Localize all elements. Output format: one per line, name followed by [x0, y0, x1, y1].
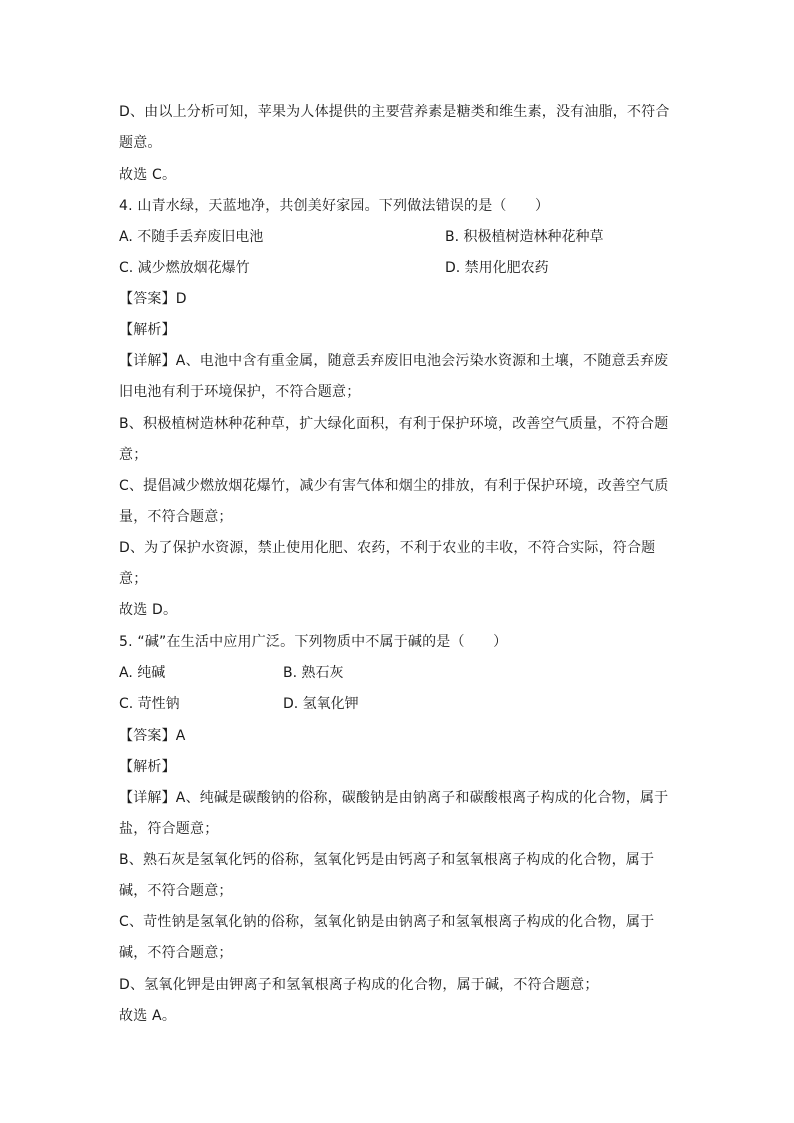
- question-4-option-d: D. 禁用化肥农药: [445, 260, 549, 276]
- question-5-stem: 5. “碱”在生活中应用广泛。下列物质中不属于碱的是（ ）: [119, 634, 508, 650]
- prev-analysis-line: 题意。: [119, 135, 162, 151]
- question-4-detail-line: 旧电池有利于环境保护，不符合题意；: [119, 384, 361, 400]
- question-4-answer: 【答案】D: [119, 291, 187, 307]
- question-4-detail-line: 意；: [119, 447, 148, 463]
- question-4-detail-line: D、为了保护水资源，禁止使用化肥、农药，不利于农业的丰收，不符合实际，符合题: [119, 540, 656, 556]
- question-4-detail-line: 【详解】A、电池中含有重金属，随意丢弃废旧电池会污染水资源和土壤，不随意丢弃废: [119, 353, 669, 369]
- question-5-detail-line: 碱，不符合题意；: [119, 883, 233, 899]
- question-5-conclusion: 故选 A。: [119, 1008, 177, 1024]
- question-4-detail-line: 意；: [119, 571, 148, 587]
- question-4-analysis-heading: 【解析】: [119, 322, 176, 338]
- question-5-answer: 【答案】A: [119, 728, 186, 744]
- question-5-detail-line: B、熟石灰是氢氧化钙的俗称，氢氧化钙是由钙离子和氢氧根离子构成的化合物，属于: [119, 852, 655, 868]
- question-5-analysis-heading: 【解析】: [119, 759, 176, 775]
- question-4-detail-line: C、提倡减少燃放烟花爆竹，减少有害气体和烟尘的排放，有利于保护环境，改善空气质: [119, 478, 669, 494]
- question-5-detail-line: 碱，不符合题意；: [119, 945, 233, 961]
- question-5-detail-line: C、苛性钠是氢氧化钠的俗称，氢氧化钠是由钠离子和氢氧根离子构成的化合物，属于: [119, 914, 655, 930]
- question-4-detail-line: B、积极植树造林种花种草，扩大绿化面积，有利于保护环境，改善空气质量，不符合题: [119, 416, 669, 432]
- prev-analysis-line: D、由以上分析可知，苹果为人体提供的主要营养素是糖类和维生素，没有油脂，不符合: [119, 104, 670, 120]
- question-4-option-c: C. 减少燃放烟花爆竹: [119, 260, 250, 276]
- question-5-detail-line: 【详解】A、纯碱是碳酸钠的俗称，碳酸钠是由钠离子和碳酸根离子构成的化合物，属于: [119, 790, 669, 806]
- question-4-option-b: B. 积极植树造林种花种草: [445, 229, 604, 245]
- question-4-option-a: A. 不随手丢弃废旧电池: [119, 229, 264, 245]
- question-5-detail-line: 盐，符合题意；: [119, 821, 219, 837]
- question-5-option-b: B. 熟石灰: [283, 665, 344, 681]
- prev-conclusion: 故选 C。: [119, 167, 177, 183]
- question-5-detail-line: D、氢氧化钾是由钾离子和氢氧根离子构成的化合物，属于碱，不符合题意；: [119, 977, 599, 993]
- question-5-option-d: D. 氢氧化钾: [283, 696, 359, 712]
- question-4-detail-line: 量，不符合题意；: [119, 509, 233, 525]
- question-4-stem: 4. 山青水绿，天蓝地净，共创美好家园。下列做法错误的是（ ）: [119, 198, 550, 214]
- question-5-option-a: A. 纯碱: [119, 665, 166, 681]
- question-4-conclusion: 故选 D。: [119, 602, 178, 618]
- question-5-option-c: C. 苛性钠: [119, 696, 180, 712]
